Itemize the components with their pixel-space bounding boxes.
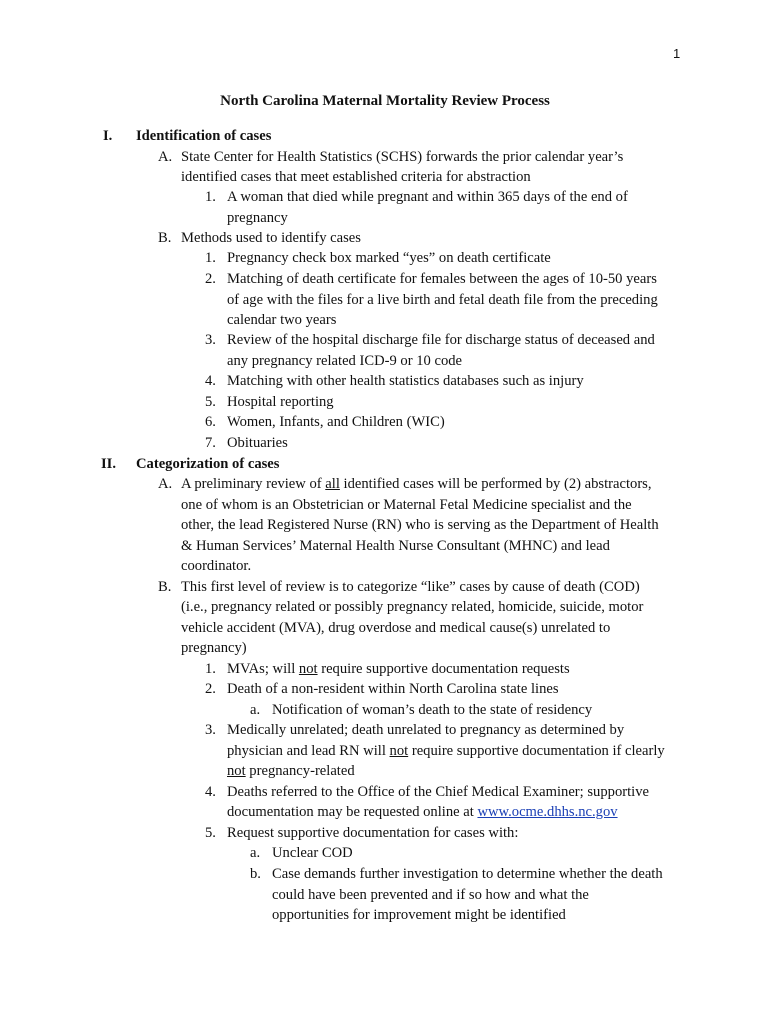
s2-b2a-label: a. xyxy=(250,702,261,718)
s1-b6-text: Women, Infants, and Children (WIC) xyxy=(227,414,445,430)
s1-b2-line-3: calendar two years xyxy=(227,312,337,328)
s2-b1-post: require supportive documentation requests xyxy=(317,661,570,677)
s2-b3-line-2 xyxy=(227,741,665,761)
s2-b5-number: 5. xyxy=(205,825,216,841)
s2-b1-pre: MVAs; will xyxy=(227,661,299,677)
s2-b-label: B. xyxy=(158,579,172,595)
s2-b3-line-3-underlined-not: not xyxy=(227,763,246,779)
s1-b7-number: 7. xyxy=(205,435,216,451)
s2-b1-text xyxy=(227,659,570,679)
s1-b2-line-2: of age with the files for a live birth and fetal death file from the preceding xyxy=(227,292,658,308)
s1-a-line-1: State Center for Health Statistics (SCHS) forwards the prior calendar year’s xyxy=(181,149,624,165)
s1-b3-line-1: Review of the hospital discharge file for discharge status of deceased and xyxy=(227,332,655,348)
s1-b6-number: 6. xyxy=(205,414,216,430)
section-1-number: I. xyxy=(103,128,113,144)
s2-b5-text: Request supportive documentation for cases with: xyxy=(227,825,519,841)
s2-a-line-3: other, the lead Registered Nurse (RN) who is serving as the Department of Health xyxy=(181,517,659,533)
s1-a1-line-1: A woman that died while pregnant and within 365 days of the end of xyxy=(227,189,628,205)
s1-b-label: B. xyxy=(158,230,172,246)
s2-b3-line-2-pre: physician and lead RN will xyxy=(227,743,390,759)
s1-b2-line-1: Matching of death certificate for females between the ages of 10-50 years xyxy=(227,271,657,287)
s2-a-line-1-post: identified cases will be performed by (2) abstractors, xyxy=(339,476,652,492)
s2-b-line-4: pregnancy) xyxy=(181,640,247,656)
s2-b4-number: 4. xyxy=(205,784,216,800)
s1-b4-number: 4. xyxy=(205,373,216,389)
s2-b5a-text: Unclear COD xyxy=(272,845,353,861)
s1-a-line-2: identified cases that meet established criteria for abstraction xyxy=(181,169,531,185)
s1-a-label: A. xyxy=(158,149,173,165)
s2-b-line-1: This first level of review is to categorize “like” cases by cause of death (COD) xyxy=(181,579,640,595)
s2-b4-line-2-pre: documentation may be requested online at xyxy=(227,804,478,820)
s2-b3-line-3 xyxy=(227,761,355,781)
s2-b1-underlined-not: not xyxy=(298,661,318,677)
s2-a-label: A. xyxy=(158,476,173,492)
s1-b1-number: 1. xyxy=(205,250,216,266)
s2-b5b-label: b. xyxy=(250,866,261,882)
s1-b5-text: Hospital reporting xyxy=(227,394,334,410)
section-2-heading: Categorization of cases xyxy=(136,456,280,472)
s1-b3-number: 3. xyxy=(205,332,216,348)
s2-a-line-1-pre: A preliminary review of xyxy=(181,476,326,492)
s1-a1-number: 1. xyxy=(205,189,216,205)
s2-b1-number: 1. xyxy=(205,661,216,677)
s2-b2-text: Death of a non-resident within North Carolina state lines xyxy=(227,681,559,697)
section-1-heading: Identification of cases xyxy=(136,128,272,144)
s2-b3-number: 3. xyxy=(205,722,216,738)
s2-a-line-2: one of whom is an Obstetrician or Maternal Fetal Medicine specialist and the xyxy=(181,497,632,513)
page-number: 1 xyxy=(673,46,681,61)
s2-b5b-line-2: could have been prevented and if so how and what the xyxy=(272,887,589,903)
document-title: North Carolina Maternal Mortality Review Process xyxy=(220,93,550,109)
s1-b2-number: 2. xyxy=(205,271,216,287)
s2-a-underlined-all: all xyxy=(325,476,340,492)
s2-b3-line-1: Medically unrelated; death unrelated to pregnancy as determined by xyxy=(227,722,625,738)
ocme-link[interactable]: www.ocme.dhhs.nc.gov xyxy=(477,804,618,820)
s2-a-line-1 xyxy=(181,474,652,494)
s2-b5a-label: a. xyxy=(250,845,261,861)
s2-b4-line-2 xyxy=(227,802,618,822)
section-2-number: II. xyxy=(101,456,117,472)
s2-b2-number: 2. xyxy=(205,681,216,697)
s2-b-line-3: vehicle accident (MVA), drug overdose and medical cause(s) unrelated to xyxy=(181,620,611,636)
s2-b5b-line-3: opportunities for improvement might be identified xyxy=(272,907,566,923)
s1-b3-line-2: any pregnancy related ICD-9 or 10 code xyxy=(227,353,463,369)
s2-b3-line-3-post: pregnancy-related xyxy=(245,763,355,779)
s2-b5b-line-1: Case demands further investigation to determine whether the death xyxy=(272,866,663,882)
s2-b3-line-2-post: require supportive documentation if clearly xyxy=(408,743,665,759)
s1-b5-number: 5. xyxy=(205,394,216,410)
s1-a1-line-2: pregnancy xyxy=(227,210,288,226)
s1-b1-text: Pregnancy check box marked “yes” on death certificate xyxy=(227,250,551,266)
s1-b7-text: Obituaries xyxy=(227,435,288,451)
s2-b2a-text: Notification of woman’s death to the state of residency xyxy=(272,702,593,718)
s2-a-line-4: & Human Services’ Maternal Health Nurse Consultant (MHNC) and lead xyxy=(181,538,610,554)
s2-a-line-5: coordinator. xyxy=(181,558,252,574)
s2-b3-underlined-not: not xyxy=(389,743,409,759)
s2-b-line-2: (i.e., pregnancy related or possibly pregnancy related, homicide, suicide, motor xyxy=(181,599,644,615)
s1-b4-text: Matching with other health statistics databases such as injury xyxy=(227,373,584,389)
s1-b-text: Methods used to identify cases xyxy=(181,230,361,246)
s2-b4-line-1: Deaths referred to the Office of the Chief Medical Examiner; supportive xyxy=(227,784,649,800)
